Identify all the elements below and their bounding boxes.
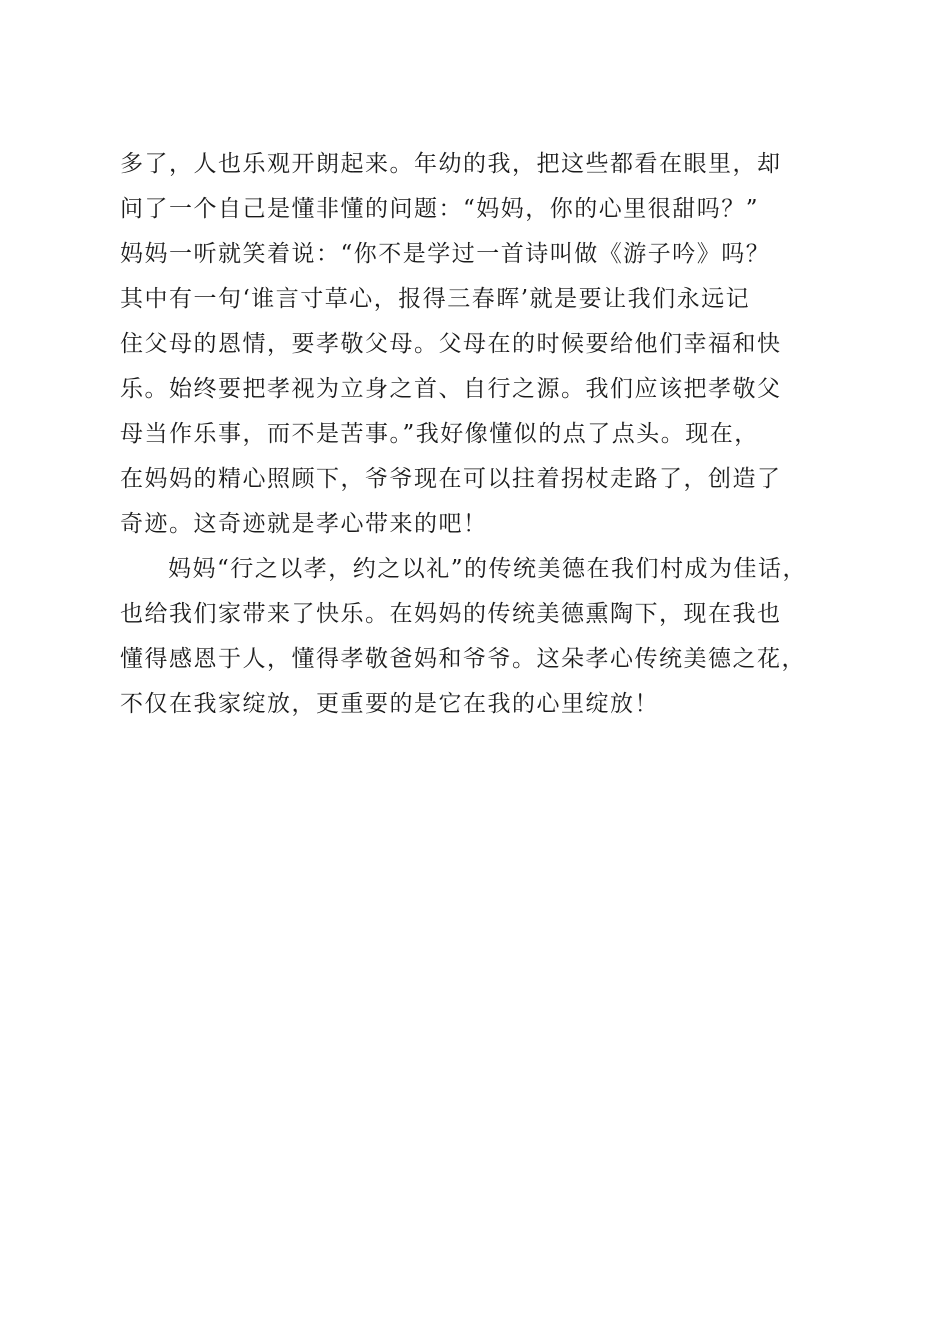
text-line: 懂得感恩于人，懂得孝敬爸妈和爷爷。这朵孝心传统美德之花， xyxy=(120,646,806,672)
text-line: 乐。始终要把孝视为立身之首、自行之源。我们应该把孝敬父 xyxy=(120,376,782,402)
text-line: 其中有一句‘谁言寸草心，报得三春晖’就是要让我们永远记 xyxy=(120,286,751,312)
paragraph-2 xyxy=(120,547,840,727)
body-text xyxy=(120,142,840,727)
text-line: 也给我们家带来了快乐。在妈妈的传统美德熏陶下，现在我也 xyxy=(120,601,782,627)
text-line: 不仅在我家绽放，更重要的是它在我的心里绽放！ xyxy=(120,691,659,717)
text-line: 妈妈一听就笑着说：“你不是学过一首诗叫做《游子吟》吗？ xyxy=(120,241,771,267)
text-line: 奇迹。这奇迹就是孝心带来的吧！ xyxy=(120,511,488,537)
text-line: 住父母的恩情，要孝敬父母。父母在的时候要给他们幸福和快 xyxy=(120,331,782,357)
text-line: 母当作乐事，而不是苦事。”我好像懂似的点了点头。现在， xyxy=(120,421,759,447)
text-line: 问了一个自己是懂非懂的问题：“妈妈，你的心里很甜吗？” xyxy=(120,196,760,222)
text-line: 妈妈“行之以孝，约之以礼”的传统美德在我们村成为佳话， xyxy=(168,556,808,582)
text-line: 多了，人也乐观开朗起来。年幼的我，把这些都看在眼里，却 xyxy=(120,151,782,177)
text-line: 在妈妈的精心照顾下，爷爷现在可以拄着拐杖走路了，创造了 xyxy=(120,466,782,492)
paragraph-1 xyxy=(120,142,840,547)
